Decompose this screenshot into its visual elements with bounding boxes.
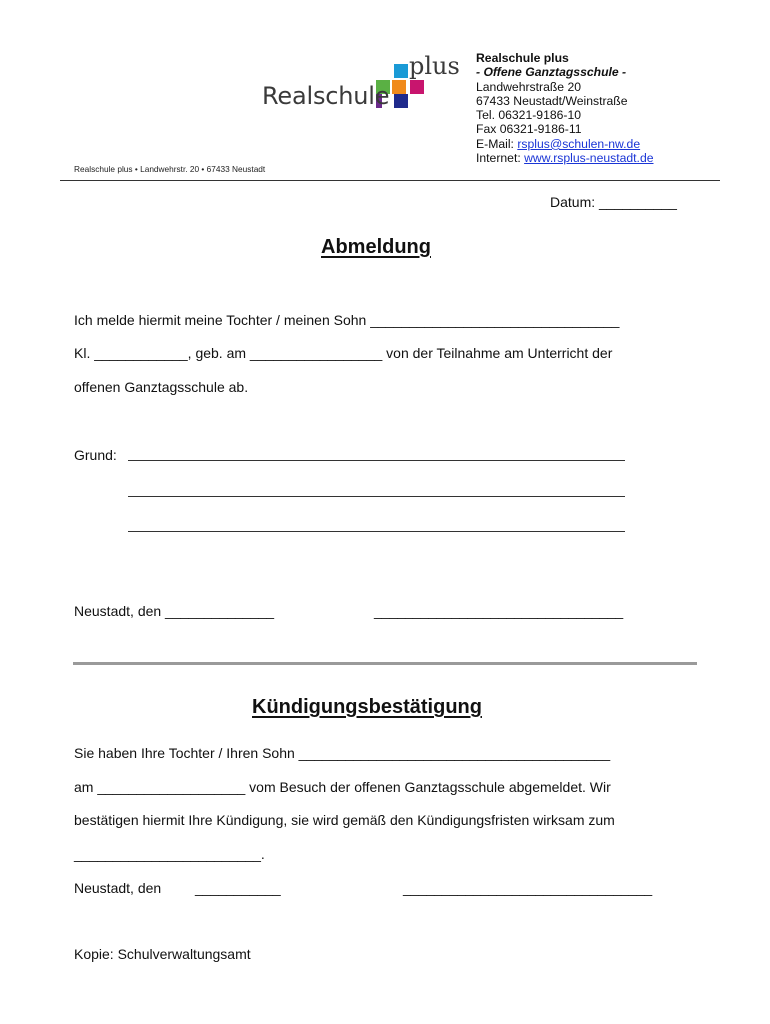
copy-note: Kopie: Schulverwaltungsamt [74, 946, 251, 962]
logo-plus-text: plus [409, 52, 460, 80]
header-divider [60, 180, 720, 181]
logo-square-navy [394, 94, 408, 108]
grund-label: Grund: [74, 447, 117, 463]
grund-line-1 [128, 460, 625, 461]
street-address: Landwehrstraße 20 [476, 79, 582, 94]
school-name: Realschule plus [476, 51, 569, 65]
kuendigung-line-1: Sie haben Ihre Tochter / Ihren Sohn ________________________________________ [74, 745, 611, 761]
kuendigung-line-2: am ___________________ vom Besuch der offenen Ganztagsschule abgemeldet. Wir [74, 779, 611, 795]
logo-square-magenta [410, 80, 424, 94]
fax-number: Fax 06321-9186-11 [476, 122, 582, 137]
logo-square-orange [392, 80, 406, 94]
city-address: 67433 Neustadt/Weinstraße [476, 93, 628, 108]
email-link[interactable]: rsplus@schulen-nw.de [517, 136, 641, 151]
date-field: Datum: __________ [550, 194, 677, 210]
internet-label: Internet: [476, 151, 525, 166]
section-divider [73, 662, 697, 665]
abmeldung-line-2: Kl. ____________, geb. am _________________ von der Teilnahme am Unterricht der [74, 345, 613, 361]
sender-address-line: Realschule plus • Landwehrstr. 20 • 67433 Neustadt [74, 164, 266, 174]
email-line [476, 137, 654, 151]
internet-line [476, 151, 654, 165]
abmeldung-line-3: offenen Ganztagsschule ab. [74, 379, 249, 395]
kuendigung-signature-line: ________________________________ [403, 880, 653, 896]
kuendigung-date-blank: ___________ [195, 880, 281, 896]
logo-square-cyan [394, 64, 408, 78]
kuendigung-title: Kündigungsbestätigung [252, 696, 482, 718]
grund-line-2 [128, 496, 625, 497]
phone-number: Tel. 06321-9186-10 [476, 108, 582, 123]
kuendigung-place-label: Neustadt, den [74, 880, 162, 896]
logo-wordmark: Realschule [262, 82, 390, 110]
kuendigung-line-4: ________________________. [74, 846, 265, 862]
abmeldung-title: Abmeldung [321, 236, 431, 258]
abmeldung-signature-line: ________________________________ [374, 603, 624, 619]
contact-block [476, 51, 654, 165]
school-logo [262, 52, 467, 116]
school-subtitle: - Offene Ganztagsschule - [476, 65, 627, 80]
abmeldung-line-1: Ich melde hiermit meine Tochter / meinen Sohn ________________________________ [74, 312, 620, 328]
website-link[interactable]: www.rsplus-neustadt.de [524, 151, 654, 166]
grund-line-3 [128, 531, 625, 532]
email-label: E-Mail: [476, 136, 518, 151]
kuendigung-line-3: bestätigen hiermit Ihre Kündigung, sie wird gemäß den Kündigungsfristen wirksam zum [74, 812, 615, 828]
abmeldung-place-date: Neustadt, den ______________ [74, 603, 275, 619]
